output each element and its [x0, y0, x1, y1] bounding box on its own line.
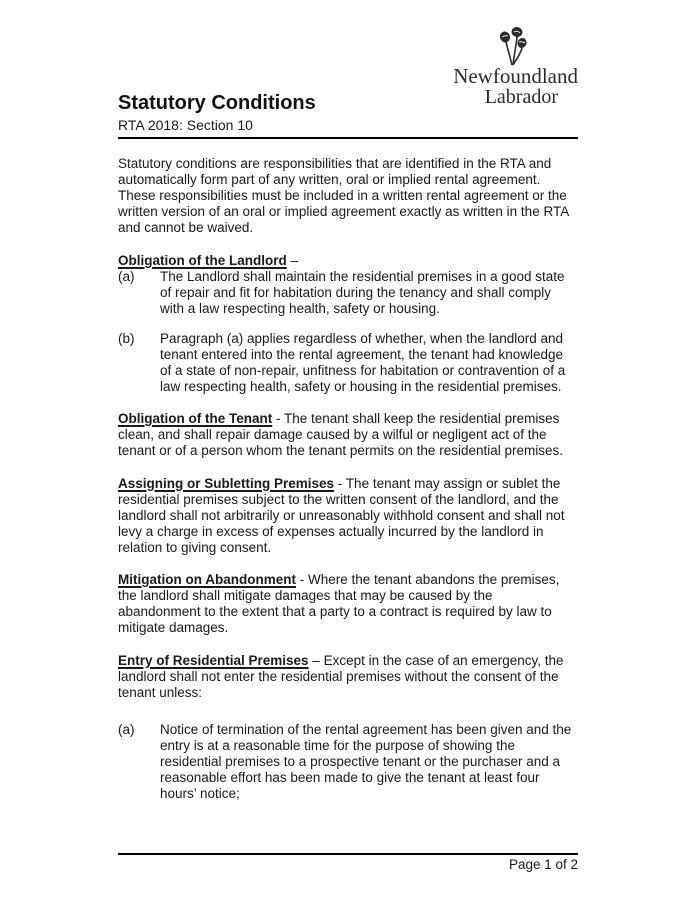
list-item-text: The Landlord shall maintain the residential premises in a good state of repair and fit for habitation during the tenancy and shall comply with a law respecting health, safety or housing.: [160, 269, 565, 316]
list-item-text: Paragraph (a) applies regardless of whether, when the landlord and tenant entered into the rental agreement, the tenant had knowledge of a state of non-repair, unfitness for habitation or contravention of a law respecting health, safety or housing in the residential premises.: [160, 331, 566, 394]
section-body-text: Except in the case of an emergency, the landlord shall not enter the residential premises without the consent of the tenant unless:: [118, 653, 564, 700]
section-body-text: The tenant shall keep the residential premises clean, and shall repair damage caused by a wilful or negligent act of the tenant or of a person whom the tenant permits on the residential premises.: [118, 411, 563, 458]
logo-name-line1: Newfoundland: [453, 64, 578, 88]
list-item: [118, 269, 578, 317]
section-separator: –: [308, 653, 324, 668]
section-obligation-tenant: [118, 411, 578, 459]
logo-name-line2: Labrador: [484, 86, 558, 108]
section-heading-obligation-landlord: [118, 253, 578, 269]
page-number-label: Page 1 of 2: [508, 857, 578, 872]
section-assigning-subletting: [118, 476, 578, 556]
document-body: [118, 0, 578, 802]
section-body-text: The tenant may assign or sublet the residential premises subject to the written consent of the landlord, and the landlord shall not arbitrarily or unreasonably withhold consent and shall not levy a charge in excess of expenses actually incurred by the landlord in relation to giving consent.: [118, 476, 565, 555]
section-entry-premises: [118, 653, 578, 701]
list-item-text: Notice of termination of the rental agreement has been given and the entry is at a reasonable time for the purpose of showing the residential premises to a prospective tenant or the purchaser and a reasonable effort has been made to give the tenant at least four hours’ notice;: [160, 722, 572, 801]
list-item-label: (a): [118, 269, 135, 284]
list-item-label: (a): [118, 722, 135, 737]
section-separator: -: [272, 411, 285, 426]
section-separator: -: [334, 476, 346, 491]
list-item: [118, 722, 578, 802]
section-separator: –: [286, 253, 298, 268]
list-item-label: (b): [118, 331, 135, 346]
section-body-text: Where the tenant abandons the premises, the landlord shall mitigate damages that may be caused by the abandonment to the extent that a party to a contract is required by law to mitigate damages.: [118, 572, 560, 635]
section-separator: -: [295, 572, 308, 587]
section-heading-text: Obligation of the Landlord: [118, 253, 287, 268]
section-mitigation-abandonment: [118, 572, 578, 636]
section-heading-text: Assigning or Subletting Premises: [118, 476, 335, 491]
page-footer: [118, 853, 578, 873]
section-heading-text: Mitigation on Abandonment: [118, 572, 296, 587]
list-item: [118, 331, 578, 395]
section-heading-text: Obligation of the Tenant: [118, 411, 273, 426]
header-rule: [118, 137, 578, 139]
page-subtitle: RTA 2018: Section 10: [118, 117, 253, 133]
section-heading-text: Entry of Residential Premises: [118, 653, 309, 668]
intro-paragraph: Statutory conditions are responsibilities that are identified in the RTA and automatically form part of any written, oral or implied rental agreement. These responsibilities must be included in a written rental agreement or the written version of an oral or implied agreement exactly as written in the RTA and cannot be waived.: [118, 156, 569, 235]
page-title: Statutory Conditions: [118, 92, 316, 114]
